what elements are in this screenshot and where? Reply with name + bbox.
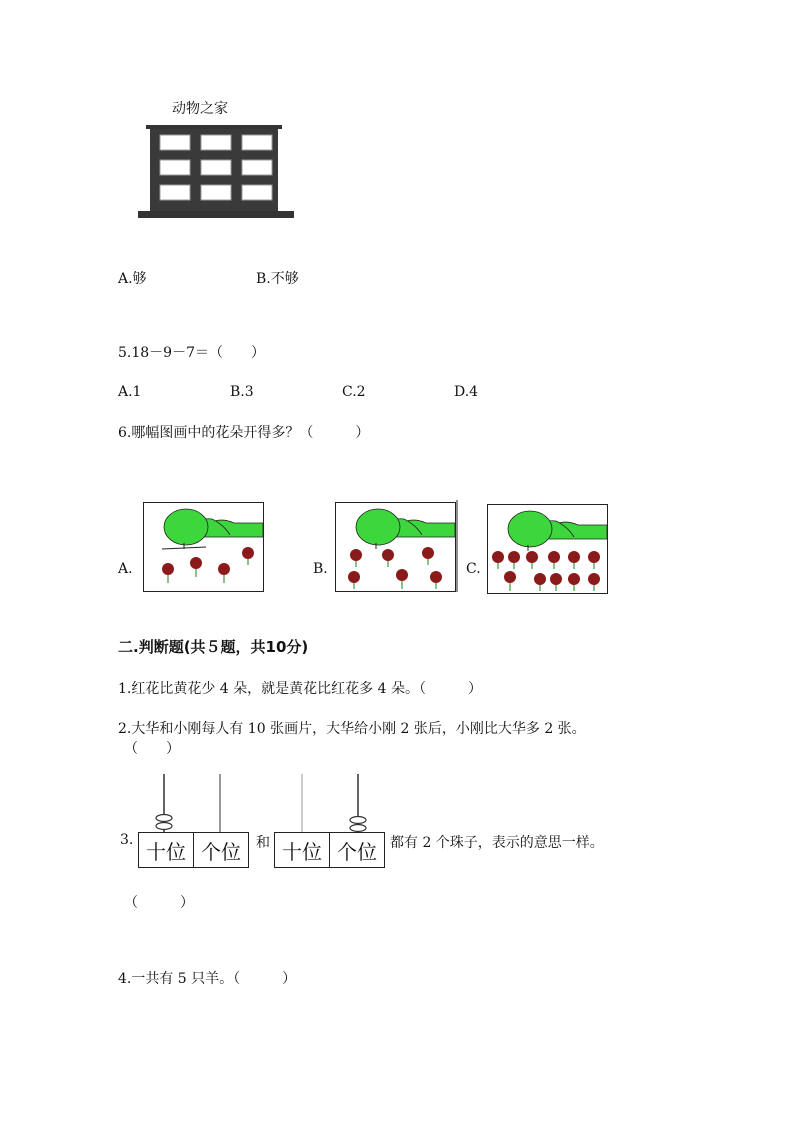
q6-option-a-label: A. (118, 561, 133, 577)
judge-2-line2: （ ） (124, 741, 180, 757)
section-2-title: 二.判断题(共５题，共10分) (118, 638, 309, 656)
q5-question: 5.18－9－7＝（ ） (118, 345, 265, 361)
judge-3-and: 和 (256, 835, 270, 851)
q6-option-c-label: C. (466, 561, 481, 577)
q6-question: 6.哪幅图画中的花朵开得多？（ ） (118, 425, 370, 441)
flower-picture-b (335, 502, 456, 592)
judge-3-number: 3. (120, 832, 134, 848)
q4-option-b: B.不够 (256, 271, 299, 287)
q5-option-c: C.2 (342, 384, 366, 400)
q5-option-d: D.4 (454, 384, 479, 400)
flower-picture-c (487, 504, 608, 594)
ones-label: 个位 (193, 833, 248, 867)
judge-3-paren: （ ） (124, 895, 194, 911)
flower-picture-a (143, 502, 264, 592)
judge-1: 1.红花比黄花少 4 朵，就是黄花比红花多 4 朵。（ ） (118, 681, 482, 697)
animal-house-building (136, 120, 296, 220)
q6-option-b-label: B. (313, 561, 328, 577)
q5-option-a: A.1 (118, 384, 142, 400)
q5-option-b: B.3 (230, 384, 254, 400)
judge-4: 4.一共有 5 只羊。（ ） (118, 971, 297, 987)
place-value-table-2 (274, 832, 385, 868)
judge-2-line1: 2.大华和小刚每人有 10 张画片，大华给小刚 2 张后，小刚比大华多 2 张。 (118, 721, 586, 737)
q4-option-a: A.够 (118, 271, 147, 287)
tens-label: 十位 (282, 839, 322, 864)
judge-3-text: 都有 2 个珠子，表示的意思一样。 (390, 835, 604, 851)
building-sign: 动物之家 (172, 101, 228, 117)
ones-label: 个位 (329, 833, 384, 867)
tens-label: 十位 (146, 839, 186, 864)
divider-line (455, 500, 459, 592)
place-value-table-1 (138, 832, 249, 868)
abacus-rods-2 (274, 774, 394, 834)
abacus-rods-1 (138, 774, 258, 834)
